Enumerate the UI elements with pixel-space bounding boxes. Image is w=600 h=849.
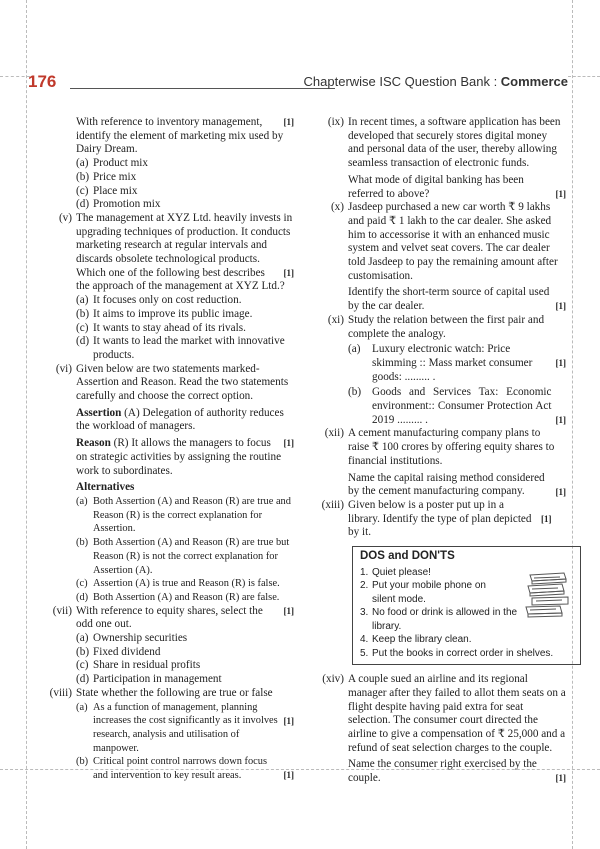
question-text: Jasdeep purchased a new car worth ₹ 9 lakhs and paid ₹ 1 lakh to the car dealer. She asked him to accessorise it with an enhanced music system and velvet seat covers. The car dealer told Jasdeep to pay the remaining amount after customisation. — [348, 201, 558, 282]
poster-item: 2. Put your mobile phone on silent mode. — [360, 580, 486, 605]
poster-title: DOS and DON'TS — [360, 550, 455, 563]
mark: [1] — [555, 773, 566, 784]
option: (d) Promotion mix — [76, 198, 161, 211]
question-x — [312, 201, 566, 314]
question-number: (viii) — [49, 686, 72, 699]
option: (d) Participation in management — [76, 673, 222, 686]
option: (c) Share in residual profits — [76, 659, 201, 672]
question-vii — [28, 605, 294, 687]
option: (a) Both Assertion (A) and Reason (R) are true and Reason (R) is the correct explanation for Assertion. — [76, 495, 291, 535]
assertion: Assertion (A) Delegation of authority reduces the workload of managers. — [76, 406, 284, 433]
option: (a) Product mix — [76, 157, 149, 170]
left-column — [28, 116, 294, 783]
option: (a) It focuses only on cost reduction. — [76, 294, 242, 307]
question-prompt: Identify the short-term source of capital used by the car dealer. — [348, 286, 550, 313]
running-head — [304, 74, 568, 89]
poster-item: 5. Put the books in correct order in shelves. — [360, 647, 554, 659]
question-text: With reference to equity shares, select the odd one out. — [76, 604, 263, 631]
question-text: The management at XYZ Ltd. heavily invests in upgrading techniques of production. It conducts marketing research at regular intervals and discards obsolete technological products. — [76, 211, 293, 266]
question-text: Study the relation between the first pair and complete the analogy. — [348, 313, 545, 340]
question-number: (ix) — [327, 116, 344, 128]
question-xiii — [312, 499, 566, 540]
question-number: (x) — [330, 201, 344, 214]
question-v — [28, 212, 294, 363]
mark: [1] — [283, 715, 294, 726]
right-column — [312, 116, 566, 786]
mark: [1] — [555, 188, 566, 199]
question-number: (v) — [58, 211, 72, 224]
mark: [1] — [283, 117, 294, 127]
question-xi — [312, 314, 566, 428]
option: [1] (a) Luxury electronic watch: Price skimming :: Mass market consumer goods: ......... . — [348, 343, 566, 383]
question-prompt: Which one of the following best describes the approach of the management at XYZ Ltd.? — [76, 266, 285, 293]
question-number: (vi) — [55, 362, 72, 375]
library-poster — [352, 546, 581, 665]
question-text: State whether the following are true or false — [76, 686, 273, 699]
mark: [1] — [555, 301, 566, 312]
question-number: (xiii) — [321, 498, 344, 511]
question-number: (xiv) — [322, 673, 344, 686]
option: (a) Ownership securities — [76, 632, 188, 645]
crop-mark-right — [572, 0, 573, 849]
question-text: A couple sued an airline and its regional manager after they failed to allot them seats on a flight despite having paid extra for seat selection. The consumer court directed the airline to give a compensation of ₹ 25,000 and a refund of seat selection charges to the couple. — [348, 673, 566, 754]
option: (b) Both Assertion (A) and Reason (R) are true but Reason (R) is not the correct explanation for Assertion (A). — [76, 537, 290, 576]
question-text: A cement manufacturing company plans to raise ₹ 100 crores by offering equity shares to financial institutions. — [348, 427, 555, 467]
option: [1] (b) Critical point control narrows down focus and intervention to key result areas. — [76, 756, 294, 782]
poster-item: 1. Quiet please! — [360, 566, 431, 578]
header-rule — [70, 88, 335, 89]
option: (b) It aims to improve its public image. — [76, 307, 253, 320]
stack-of-books-icon — [522, 569, 574, 623]
mark: [1] — [555, 415, 566, 426]
option: (c) It wants to stay ahead of its rivals. — [76, 321, 246, 334]
option: (d) It wants to lead the market with innovative products. — [76, 335, 285, 361]
option: (c) Assertion (A) is true and Reason (R) is false. — [76, 578, 280, 590]
option: (b) Price mix — [76, 170, 137, 183]
page-number: 176 — [28, 72, 57, 91]
question-iv-continued — [28, 116, 294, 212]
question-xiv — [312, 673, 566, 786]
book-title: Chapterwise ISC Question Bank : — [303, 74, 501, 89]
question-prompt: Name the consumer right exercised by the couple. — [348, 758, 537, 785]
question-prompt: What mode of digital banking has been referred to above? — [348, 173, 524, 200]
question-text: Given below are two statements marked- Assertion and Reason. Read the two statements carefully and choose the correct option. — [76, 362, 289, 403]
poster-item: 4. Keep the library clean. — [360, 634, 472, 646]
reason: [1] Reason (R) It allows the managers to focus on strategic activities by assigning the routine work to subordinates. — [76, 437, 294, 477]
question-prompt: Name the capital raising method considered by the cement manufacturing company. — [348, 471, 545, 498]
question-text: In recent times, a software application has been developed that securely stores digital money and personal data of the user, thereby allowing seamless transaction of electronic funds. — [348, 116, 561, 170]
question-number: (xii) — [324, 427, 344, 440]
question-text: Given below is a poster put up in a library. Identify the type of plan depicted by it. — [348, 498, 532, 539]
question-vi — [28, 363, 294, 605]
subject-name: Commerce — [500, 74, 568, 89]
question-text: With reference to inventory management, identify the element of marketing mix used by Dairy Dream. — [76, 116, 284, 156]
mark: [1] — [555, 358, 566, 369]
mark: [1] — [283, 605, 294, 616]
option: (c) Place mix — [76, 184, 138, 197]
mark: [1] — [283, 267, 294, 278]
question-xii — [312, 427, 566, 499]
option: (b) Fixed dividend — [76, 645, 161, 658]
alternatives-heading: Alternatives — [76, 481, 135, 494]
question-number: (vii) — [52, 604, 72, 617]
option: (d) Both Assertion (A) and Reason (R) are false. — [76, 591, 280, 603]
crop-mark-left — [26, 0, 27, 849]
poster-item: 3. No food or drink is allowed in the library. — [360, 607, 518, 632]
mark: [1] — [283, 770, 294, 781]
mark: [1] — [555, 486, 566, 497]
option: [1] (a) As a function of management, planning increases the cost significantly as it involves research, analysis and utilisation of manpower. — [76, 701, 294, 754]
question-viii — [28, 687, 294, 783]
option: [1] (b) Goods and Services Tax: Economic environment:: Consumer Protection Act 2019 ......... . — [348, 386, 566, 427]
mark: [1] — [283, 438, 294, 449]
question-ix — [312, 116, 566, 201]
mark: [1] — [541, 513, 552, 524]
question-number: (xi) — [327, 313, 344, 326]
